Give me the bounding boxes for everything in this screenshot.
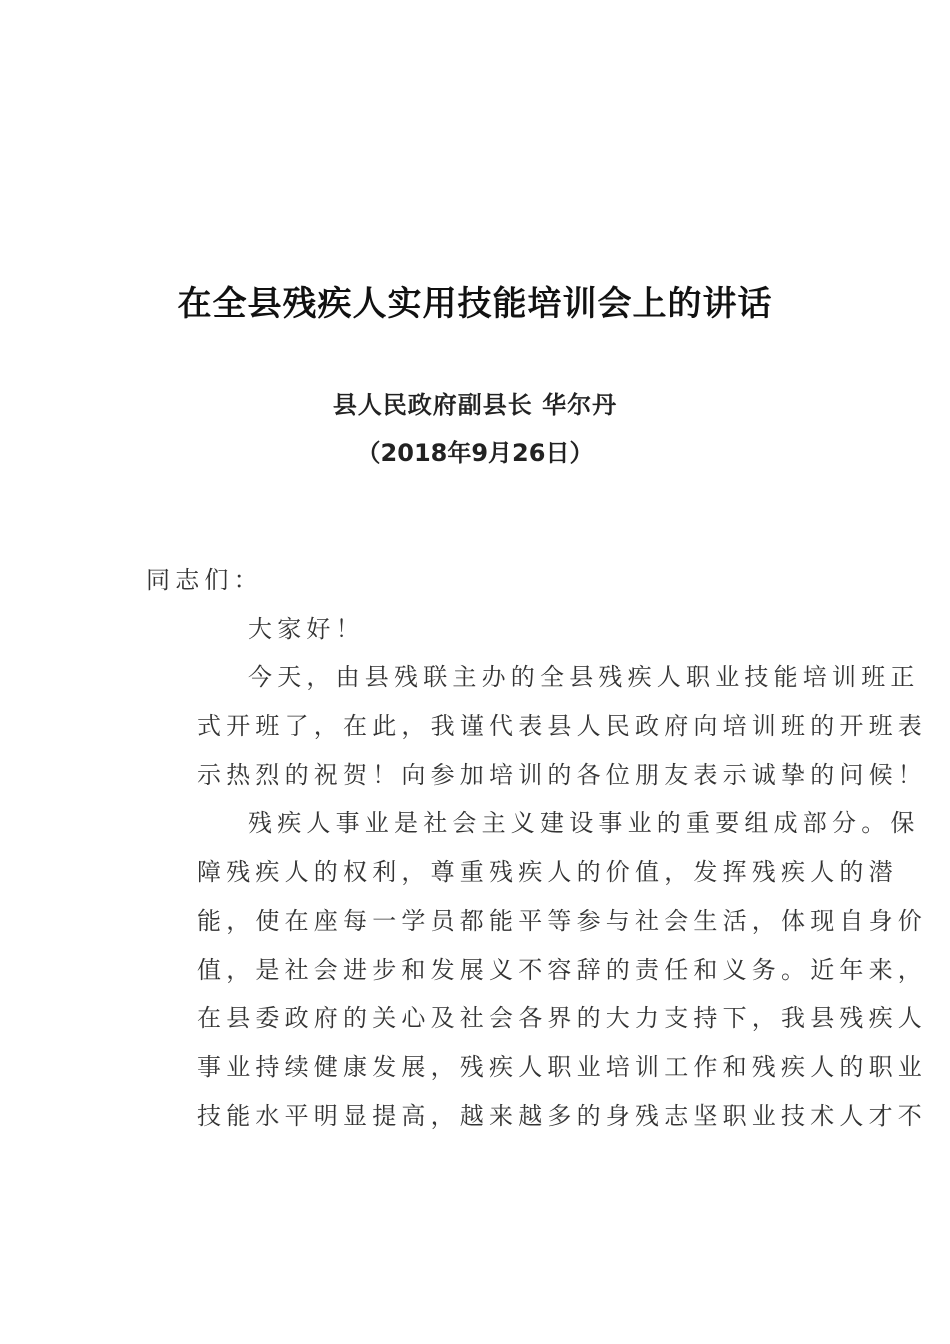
paragraph-greeting [146,605,806,654]
paragraph-disability-cause [146,799,927,1140]
paragraph-line: 大家好！ [248,614,365,643]
paragraph-line: 今天，由县残联主办的全县残疾人职业技能培训班正 [248,663,920,692]
paragraph-line: 事业持续健康发展，残疾人职业培训工作和残疾人的职业 [197,1052,927,1081]
salutation: 同志们： [146,566,263,594]
speech-date: （2018年9月26日） [356,439,594,467]
paragraph-line: 障残疾人的权利，尊重残疾人的价值，发挥残疾人的潜 [197,858,898,887]
paragraph-line: 在县委政府的关心及社会各界的大力支持下，我县残疾人 [197,1004,927,1033]
paragraph-line: 值，是社会进步和发展义不容辞的责任和义务。近年来， [197,955,927,984]
speech-body [146,556,927,1140]
paragraph-line: 式开班了，在此，我谨代表县人民政府向培训班的开班表 [197,712,927,741]
paragraph-line: 技能水平明显提高，越来越多的身残志坚职业技术人才不 [197,1101,927,1130]
paragraph-line: 残疾人事业是社会主义建设事业的重要组成部分。保 [248,809,920,838]
document-title: 在全县残疾人实用技能培训会上的讲话 [177,284,773,324]
paragraph-line: 示热烈的祝贺！向参加培训的各位朋友表示诚挚的问候！ [197,760,927,789]
paragraph-opening [146,653,927,799]
speaker-line: 县人民政府副县长 华尔丹 [332,390,618,419]
paragraph-line: 能，使在座每一学员都能平等参与社会生活，体现自身价 [197,906,927,935]
